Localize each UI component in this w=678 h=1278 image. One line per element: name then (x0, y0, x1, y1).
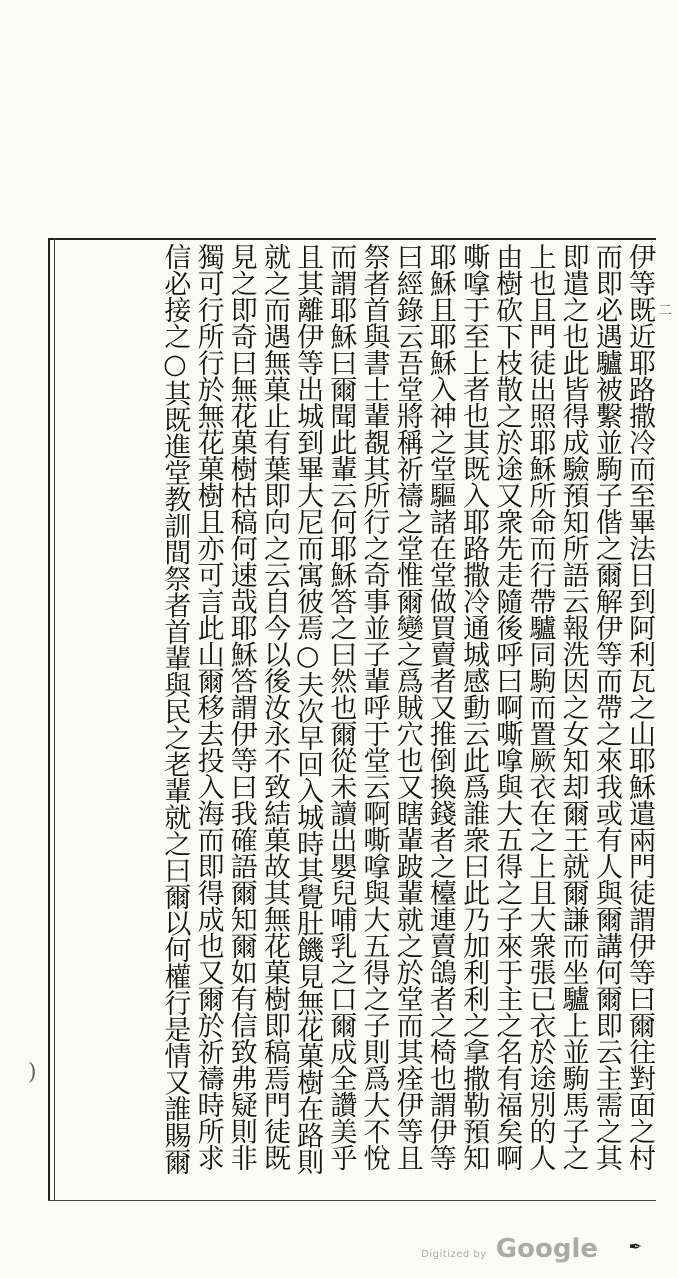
text-column: 見之即奇曰無花菓樹枯稿何速哉耶穌答謂伊等曰我確語爾知爾如有信致弗疑則非 (225, 243, 257, 1171)
text-column: 曰經錄云吾堂將稱祈禱之堂惟爾變之爲賊穴也又瞎輩跛輩就之於堂而其痊伊等且 (391, 243, 423, 1171)
page-border-top (48, 238, 656, 240)
digitized-watermark (421, 1234, 598, 1264)
page-border-left (48, 238, 50, 1200)
margin-bracket-mark: ) (28, 1060, 37, 1085)
text-column: 信必接之○其既進堂教訓間祭者首輩與民之老輩就之曰爾以何權行是情又誰賜爾 (159, 243, 191, 1175)
page-border-inner-left (54, 238, 55, 1200)
text-column: 耶穌且耶穌入神之堂驅諸在堂做買賣者又推倒換錢者之檯連賣鴿者之椅也謂伊等 (424, 243, 456, 1171)
text-column: 祭者首與書士輩覩其所行之奇事並子輩呼于堂云啊嘶嗱與大五得之子則爲大不悅 (358, 243, 390, 1171)
text-column: 而謂耶穌曰爾聞此輩云何耶穌答之曰然也爾從未讀出嬰兒哺乳之口爾成全讚美乎 (325, 243, 357, 1171)
text-column: 上也且門徒出照耶穌所命而行帶驢同駒而置厥衣在之上且大衆張已衣於途別的人 (524, 243, 556, 1171)
watermark-prefix: Digitized by (421, 1249, 487, 1260)
text-column: 就之而遇無菓止有葉即向之云自今以後汝永不致結菓故其無花菓樹即稿焉門徒既 (258, 243, 290, 1171)
page-border-bottom (48, 1200, 656, 1201)
text-column: 由樹砍下枝散之於途又衆先走隨後呼曰啊嘶嗱與大五得之子來于主之名有福矣啊 (491, 243, 523, 1171)
text-column: 獨可行所行於無花菓樹且亦可言此山爾移去投入海而即得成也又爾於祈禱時所求 (192, 243, 224, 1171)
text-column: 即遣之也此皆得成驗預知所語云報洗因之女知却爾王就爾謙而坐驢上並駒馬子之 (557, 243, 589, 1171)
margin-note: 二 (658, 303, 672, 319)
text-column: 嘶嗱于至上者也其既入耶路撒冷通城感動云此爲誰衆曰此乃加利利之拿撒勒預知 (458, 243, 490, 1171)
text-column: 且其離伊等出城到畢大尼而寓彼焉○夫次早回入城時其覺肚饑見無花菓樹在路則 (292, 243, 324, 1175)
pen-mark-icon: ✒ (628, 1237, 642, 1256)
watermark-brand: Google (495, 1234, 598, 1264)
text-column: 伊等既近耶路撒冷而至畢法日到阿利瓦之山耶穌遣兩門徒謂伊等曰爾往對面之村 (624, 243, 655, 1171)
text-block (58, 243, 656, 1195)
text-column: 而即必遇驢被繫並駒子偕之爾解伊等而帶之來我或有人與爾講何爾即云主需之其 (590, 243, 622, 1171)
